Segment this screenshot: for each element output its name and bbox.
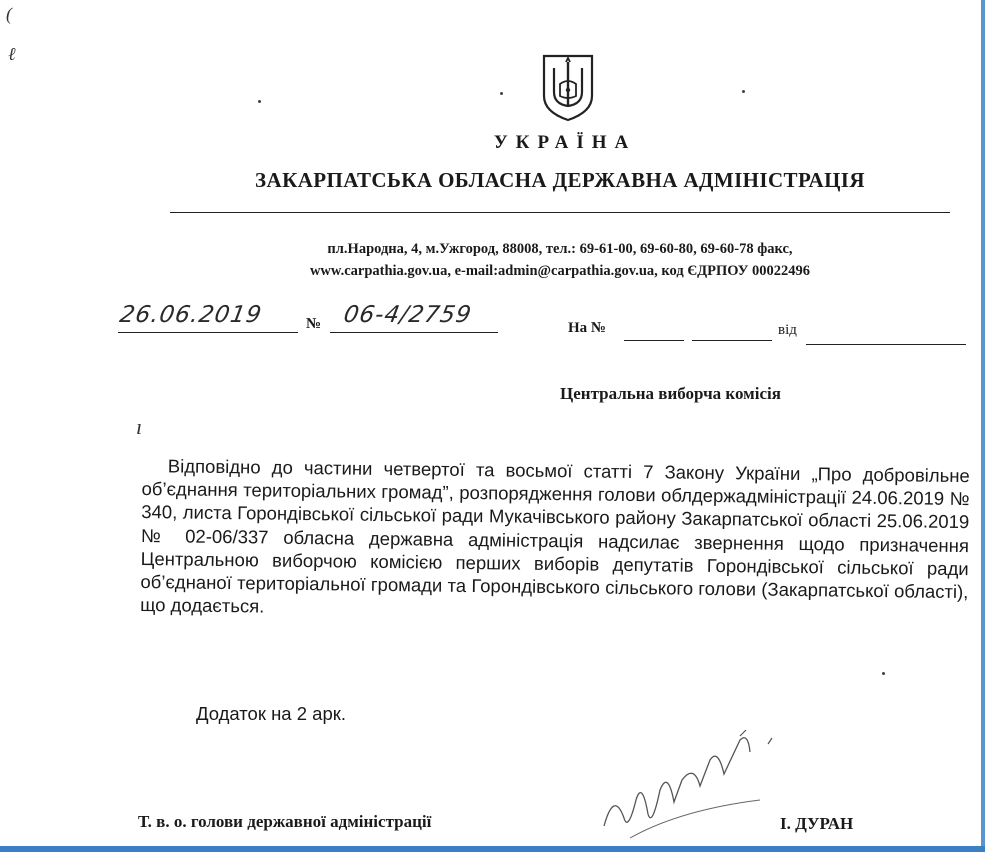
contact-block	[170, 238, 950, 282]
number-underline	[330, 332, 498, 333]
header-divider	[170, 212, 950, 213]
scan-edge	[0, 846, 985, 852]
reply-label: На №	[568, 320, 606, 336]
scan-artifact	[500, 92, 503, 95]
scan-artifact	[742, 90, 745, 93]
scan-edge	[981, 0, 985, 852]
handwritten-date: 26.06.2019	[117, 302, 264, 328]
reply-number-line	[624, 340, 684, 341]
address-line: пл.Народна, 4, м.Ужгород, 88008, тел.: 69-61-00, 69-60-80, 69-60-78 факс,	[327, 241, 793, 257]
scan-artifact: ℓ	[8, 44, 16, 64]
signer-title: Т. в. о. голови державної адміністрації	[138, 812, 432, 831]
body-paragraph: Відповідно до частини четвертої та восьмої статті 7 Закону України „Про добровільне об’єднання територіальних громад”, розпорядження голови облдержадміністрації 24.06.2019 № 340, листа Горондівської сільської ради Мукачівського району Закарпатської області 25.06.2019 № 02-06/337 обласна державна адміністрація надсилає звернення щодо призначення Центральною виборчою комісією перших виборів депутатів Горондівської сільської ради об’єднаної територіальної громади та Горондівського сільського голови (Закарпатської області), що додається.	[140, 455, 970, 617]
letter-body	[140, 454, 970, 627]
annex-note: Додаток на 2 арк.	[196, 703, 346, 724]
reply-date-line	[806, 344, 966, 345]
scan-artifact	[258, 100, 261, 103]
number-label: №	[306, 316, 322, 332]
handwritten-number: 06-4/2759	[341, 302, 474, 328]
signer-name: І. ДУРАН	[780, 814, 854, 833]
from-label: від	[778, 322, 797, 338]
recipient: Центральна виборча комісія	[560, 384, 781, 403]
scan-artifact	[882, 672, 885, 675]
reply-number-line	[692, 340, 772, 341]
date-underline	[118, 332, 298, 333]
scan-artifact: ı	[136, 414, 143, 439]
organization-heading: ЗАКАРПАТСЬКА ОБЛАСНА ДЕРЖАВНА АДМІНІСТРАЦІЯ	[255, 168, 865, 192]
signature	[590, 730, 780, 840]
contact-line: www.carpathia.gov.ua, e-mail:admin@carpathia.gov.ua, код ЄДРПОУ 00022496	[309, 263, 811, 279]
scan-artifact: (	[6, 4, 12, 24]
country-heading: УКРАЇНА	[493, 132, 637, 153]
trident-icon	[536, 50, 600, 122]
